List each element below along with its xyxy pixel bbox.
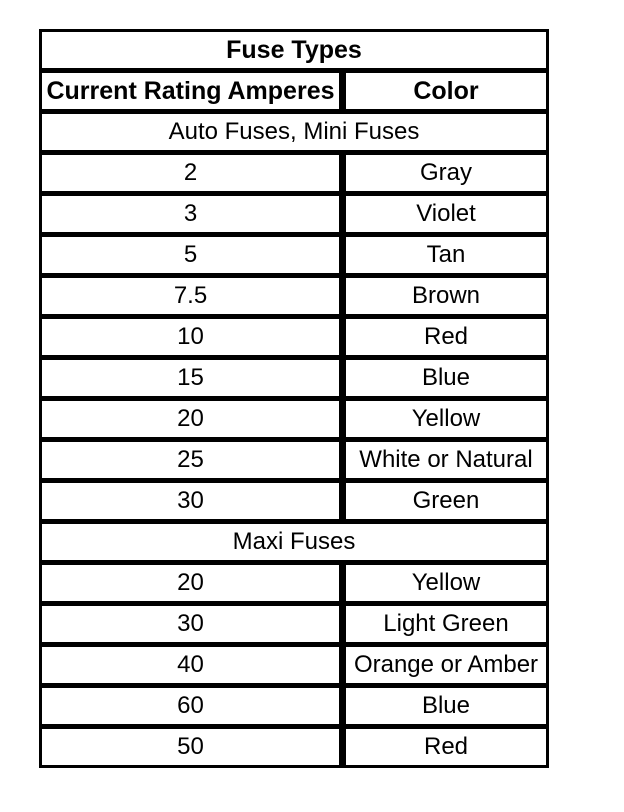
table-row — [42, 683, 546, 724]
table-row — [42, 396, 546, 437]
amperes-cell: 10 — [42, 319, 346, 355]
amperes-cell: 3 — [42, 196, 346, 232]
table-row — [42, 273, 546, 314]
column-header-row — [42, 68, 546, 109]
section-header-maxi-fuses: Maxi Fuses — [42, 519, 546, 560]
color-cell: Light Green — [383, 610, 509, 637]
amperes-cell: 20 — [42, 565, 346, 601]
section-header-auto-mini-fuses: Auto Fuses, Mini Fuses — [42, 109, 546, 150]
amperes-cell: 5 — [42, 237, 346, 273]
table-row — [42, 601, 546, 642]
color-cell: Blue — [421, 364, 471, 391]
table-row — [42, 642, 546, 683]
table-row — [42, 437, 546, 478]
table-row — [42, 478, 546, 519]
color-cell: Orange or Amber — [353, 651, 539, 678]
color-cell: Yellow — [411, 569, 481, 596]
color-cell: White or Natural — [359, 446, 533, 473]
amperes-cell: 30 — [42, 483, 346, 519]
amperes-cell: 20 — [42, 401, 346, 437]
column-header-amperes: Current Rating Amperes — [42, 73, 346, 109]
amperes-cell: 30 — [42, 606, 346, 642]
color-cell: Violet — [416, 200, 476, 227]
table-row — [42, 314, 546, 355]
table-row — [42, 560, 546, 601]
amperes-cell: 60 — [42, 688, 346, 724]
table-row — [42, 150, 546, 191]
color-cell: Tan — [426, 241, 466, 268]
color-cell: Red — [423, 733, 469, 760]
amperes-cell: 50 — [42, 729, 346, 765]
color-cell: Brown — [411, 282, 481, 309]
color-cell: Yellow — [411, 405, 481, 432]
table-row — [42, 232, 546, 273]
amperes-cell: 7.5 — [42, 278, 346, 314]
color-cell: Red — [423, 323, 469, 350]
amperes-cell: 15 — [42, 360, 346, 396]
amperes-cell: 25 — [42, 442, 346, 478]
table-row — [42, 191, 546, 232]
color-cell: Blue — [421, 692, 471, 719]
color-cell: Gray — [419, 159, 472, 186]
column-header-color: Color — [413, 76, 479, 105]
table-row — [42, 355, 546, 396]
color-cell: Green — [412, 487, 480, 514]
amperes-cell: 40 — [42, 647, 346, 683]
table-row — [42, 724, 546, 765]
table-title: Fuse Types — [42, 32, 546, 68]
fuse-types-table — [39, 29, 549, 768]
amperes-cell: 2 — [42, 155, 346, 191]
